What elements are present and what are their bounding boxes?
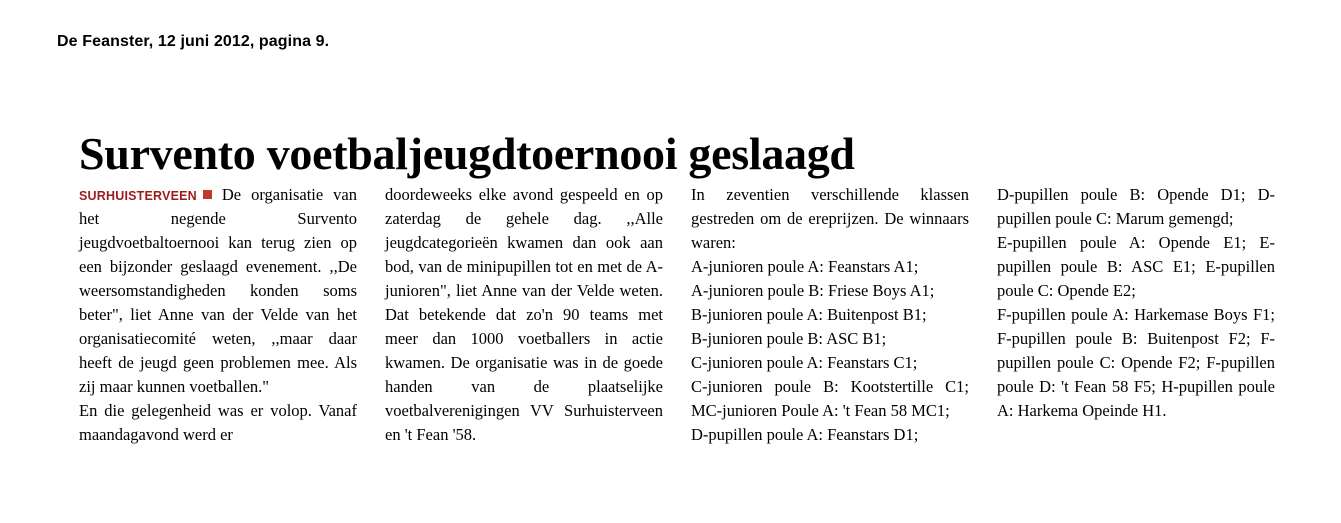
paragraph-2: En die gelegenheid was er volop. Vanaf maandagavond werd er bbox=[79, 401, 357, 444]
column-2 bbox=[385, 183, 663, 447]
winner-entry: B-junioren poule B: ASC B1; bbox=[691, 329, 887, 348]
source-citation: De Feanster, 12 juni 2012, pagina 9. bbox=[57, 33, 330, 50]
winner-entry: A-junioren poule B: Friese Boys A1; bbox=[691, 281, 935, 300]
winner-entry: D-pupillen poule B: Opende D1; D-pupillen poule C: Marum gemengd; bbox=[997, 185, 1275, 228]
winner-entry: C-junioren poule A: Feanstars C1; bbox=[691, 353, 918, 372]
paragraph-text: De organisatie van het negende Survento jeugdvoetbaltoernooi kan terug zien op een bijzonder geslaagd evenement. ,,De weersomstandigheden konden soms beter", liet Anne van der Velde van het organisatiecomité weten, ,,maar daar heeft de jeugd geen problemen mee. Als zij maar kunnen voetballen." bbox=[79, 185, 357, 396]
page-title: Survento voetbaljeugdtoernooi geslaagd bbox=[79, 127, 855, 179]
column-3 bbox=[691, 183, 969, 447]
winner-entry: C-junioren poule B: Kootstertille C1; MC-junioren Poule A: 't Fean 58 MC1; bbox=[691, 377, 969, 420]
dateline: SURHUISTERVEEN bbox=[79, 189, 197, 203]
paragraph-intro bbox=[79, 183, 357, 399]
square-bullet-icon bbox=[203, 190, 212, 199]
winner-entry: E-pupillen poule A: Opende E1; E-pupillen poule B: ASC E1; E-pupillen poule C: Opende E2; bbox=[997, 233, 1275, 300]
paragraph-3: doordeweeks elke avond gespeeld en op zaterdag de gehele dag. ,,Alle jeugdcategorieën kwamen dan ook aan bod, van de minipupillen tot en met de A-junioren", liet Anne van der Velde weten. Dat betekende dat zo'n 90 teams met meer dan 1000 voetballers in actie kwamen. De organisatie was in de goede handen van de plaatselijke voetbalverenigingen VV Surhuisterveen en 't Fean '58. bbox=[385, 185, 663, 444]
winner-entry: B-junioren poule A: Buitenpost B1; bbox=[691, 305, 927, 324]
paragraph-4: In zeventien verschillende klassen gestreden om de ereprijzen. De winnaars waren: bbox=[691, 185, 969, 252]
column-4 bbox=[997, 183, 1275, 447]
winner-entry: F-pupillen poule A: Harkemase Boys F1; F-pupillen poule B: Buitenpost F2; F-pupillen poule C: Opende F2; F-pupillen poule D: 't Fean 58 F5; H-pupillen poule A: Harkema Opeinde H1. bbox=[997, 305, 1275, 420]
article-columns bbox=[79, 183, 1301, 447]
column-1 bbox=[79, 183, 357, 447]
winner-entry: D-pupillen poule A: Feanstars D1; bbox=[691, 425, 919, 444]
winner-entry: A-junioren poule A: Feanstars A1; bbox=[691, 257, 919, 276]
